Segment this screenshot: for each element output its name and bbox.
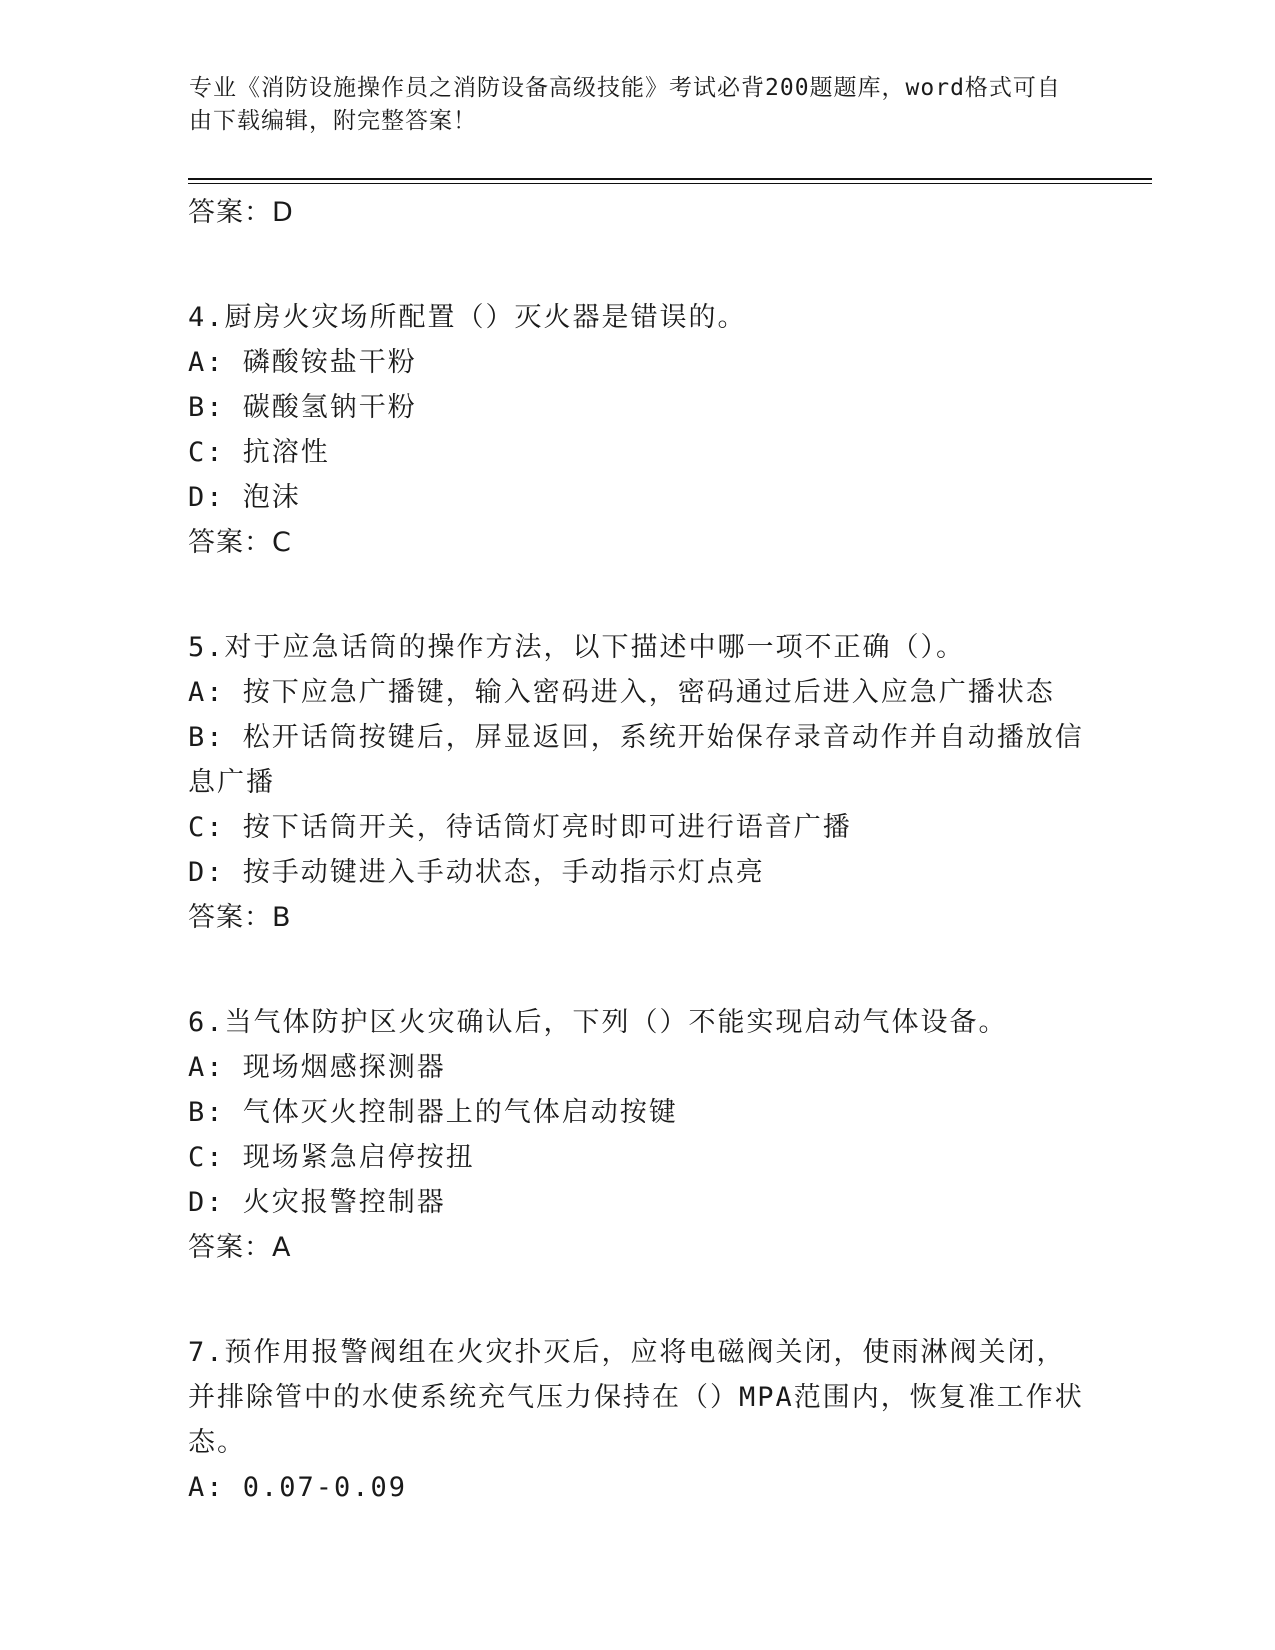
option-d: D: 按手动键进入手动状态，手动指示灯点亮 [188,857,765,888]
question-block [188,1330,1088,1510]
option-a: A: 现场烟感探测器 [188,1052,446,1083]
option-c: C: 现场紧急启停按扭 [188,1142,475,1173]
question-block [188,295,1088,565]
document-header: 专业《消防设施操作员之消防设备高级技能》考试必背200题题库，word格式可自由下载编辑，附完整答案！ [189,75,1061,134]
question-block [188,1000,1088,1270]
option-d: D: 泡沫 [188,482,301,513]
option-b: B: 气体灭火控制器上的气体启动按键 [188,1097,678,1128]
question-title: 5.对于应急话筒的操作方法，以下描述中哪一项不正确（）。 [188,632,966,663]
option-c: C: 抗溶性 [188,437,330,468]
answer-line: 答案：B [188,902,292,933]
option-a: A: 磷酸铵盐干粉 [188,347,417,378]
option-b: B: 碳酸氢钠干粉 [188,392,417,423]
question-title: 4.厨房火灾场所配置（）灭火器是错误的。 [188,302,747,333]
option-b: B: 松开话筒按键后，屏显返回，系统开始保存录音动作并自动播放信息广播 [188,722,1084,798]
option-a: A: 按下应急广播键，输入密码进入，密码通过后进入应急广播状态 [188,677,1055,708]
header-rule [188,178,1152,180]
answer-line: 答案：C [188,527,292,558]
question-block [188,625,1088,940]
question-list [188,190,1088,1510]
question-title: 7.预作用报警阀组在火灾扑灭后，应将电磁阀关闭，使雨淋阀关闭，并排除管中的水使系统充气压力保持在（）MPA范围内，恢复准工作状态。 [188,1337,1084,1458]
option-d: D: 火灾报警控制器 [188,1187,446,1218]
answer-line: 答案：A [188,1232,292,1263]
option-c: C: 按下话筒开关，待话筒灯亮时即可进行语音广播 [188,812,852,843]
answer-line: 答案：D [188,197,294,228]
option-a: A: 0.07-0.09 [188,1472,408,1503]
question-title: 6.当气体防护区火灾确认后，下列（）不能实现启动气体设备。 [188,1007,1008,1038]
header-rule-thin [188,183,1152,184]
